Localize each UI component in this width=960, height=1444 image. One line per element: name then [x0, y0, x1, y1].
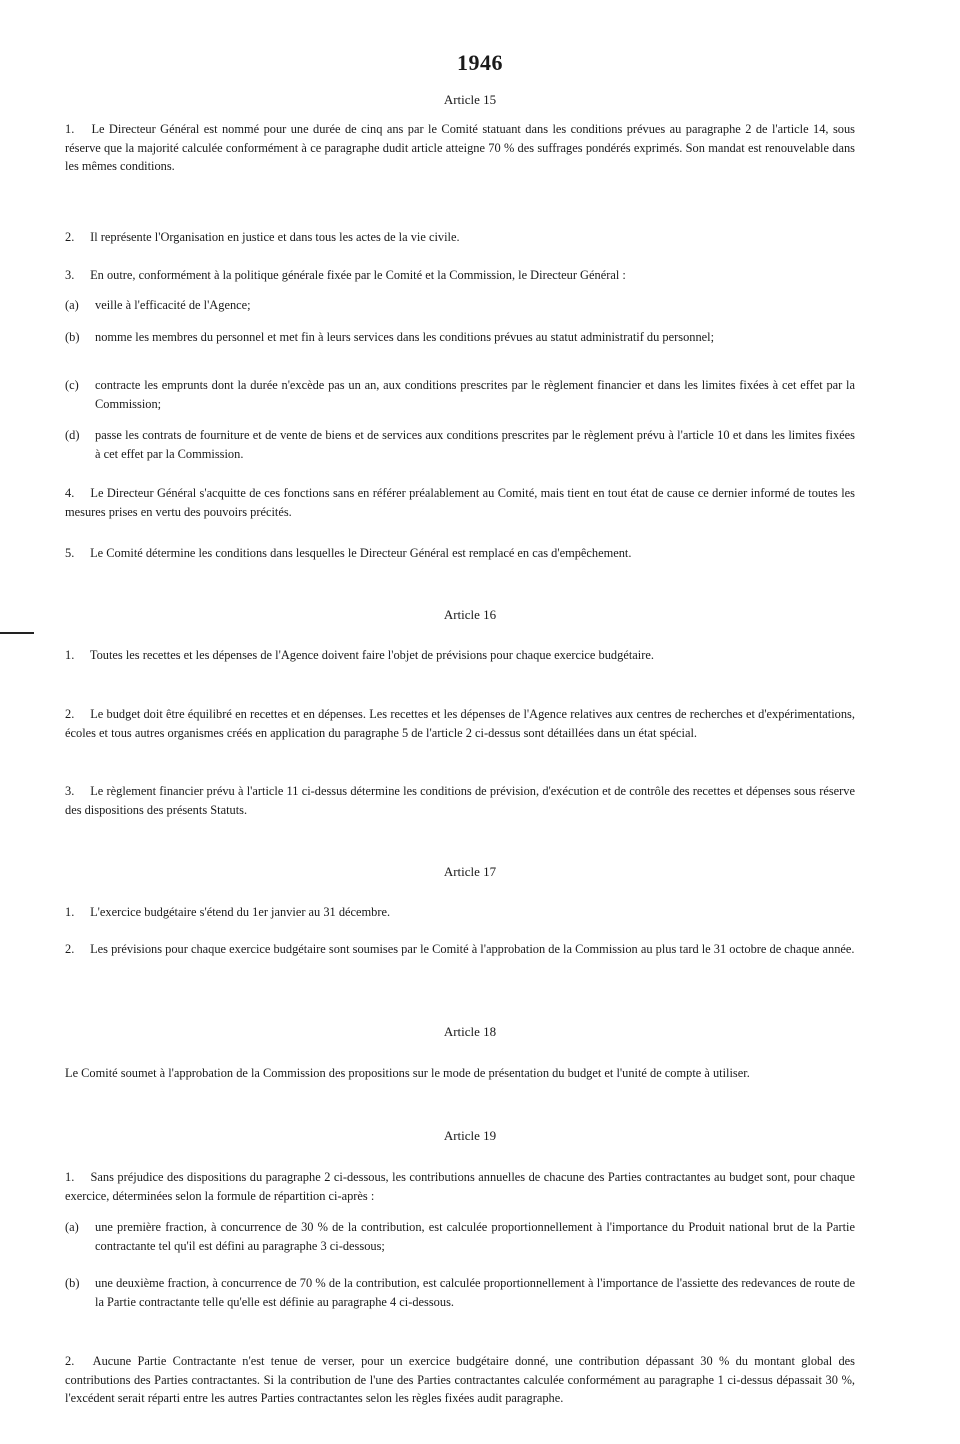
- paragraph-text: Toutes les recettes et les dépenses de l'Agence doivent faire l'objet de prévisions pour chaque exercice budgétaire.: [89, 648, 654, 662]
- paragraph-number: 2.: [65, 707, 75, 721]
- paragraph-text: Sans préjudice des dispositions du paragraphe 2 ci-dessous, les contributions annuelles de chacune des Parties contractantes au budget sont, pour chaque exercice, déterminées selon la formule de répartition ci-après :: [65, 1170, 855, 1203]
- item-text: nomme les membres du personnel et met fin à leurs services dans les conditions prévues au statut administratif du personnel;: [95, 330, 715, 344]
- paragraph-number: 2.: [65, 230, 75, 244]
- page-number: 1946: [457, 50, 503, 75]
- paragraph-number: 1.: [65, 905, 75, 919]
- article-15-paragraph-2: [65, 228, 855, 247]
- article-15-paragraph-3: [65, 266, 855, 285]
- paragraph-text: Le Comité soumet à l'approbation de la Commission des propositions sur le mode de présentation du budget et l'unité de compte à utiliser.: [65, 1066, 750, 1080]
- article-17-paragraph-2: [65, 940, 855, 959]
- article-19-item-a: [65, 1218, 855, 1255]
- item-label: (c): [65, 378, 79, 392]
- item-label: (b): [65, 1276, 80, 1290]
- paragraph-number: 4.: [65, 486, 75, 500]
- item-text: une première fraction, à concurrence de 30 % de la contribution, est calculée proportionnellement à l'importance du Produit national brut de la Partie contractante tel qu'il est défini au paragraphe 3 ci-dessous;: [95, 1220, 855, 1253]
- article-16-paragraph-1: [65, 646, 855, 665]
- paragraph-number: 2.: [65, 1354, 75, 1368]
- paragraph-number: 5.: [65, 546, 75, 560]
- item-text: veille à l'efficacité de l'Agence;: [95, 298, 251, 312]
- paragraph-text: Le règlement financier prévu à l'article 11 ci-dessus détermine les conditions de prévision, d'exécution et de contrôle des recettes et dépenses sous réserve des dispositions des présents Statuts.: [65, 784, 855, 817]
- item-text: passe les contrats de fourniture et de vente de biens et de services aux conditions prescrites par le règlement prévu à l'article 10 et dans les limites fixées à cet effet par la Commission.: [95, 428, 855, 461]
- paragraph-text: Les prévisions pour chaque exercice budgétaire sont soumises par le Comité à l'approbation de la Commission au plus tard le 31 octobre de chaque année.: [90, 942, 855, 956]
- item-label: (b): [65, 330, 80, 344]
- paragraph-number: 3.: [65, 784, 75, 798]
- article-19-paragraph-1: [65, 1168, 855, 1205]
- item-text: contracte les emprunts dont la durée n'excède pas un an, aux conditions prescrites par le règlement financier et dans les limites fixées à cet effet par la Commission;: [95, 378, 855, 411]
- article-15-item-d: [65, 426, 855, 463]
- paragraph-number: 2.: [65, 942, 75, 956]
- article-15-heading: Article 15: [443, 92, 497, 107]
- article-18-heading: Article 18: [443, 1024, 497, 1039]
- paragraph-text: Il représente l'Organisation en justice et dans tous les actes de la vie civile.: [90, 230, 460, 244]
- paragraph-text: Aucune Partie Contractante n'est tenue de verser, pour un exercice budgétaire donné, une contribution dépassant 30 % du montant global des contributions des Parties contractantes. Si la contribution de l'une des Parties contractantes calculée conformément au paragraphe 1 ci-dessus dépassait 30 %, l'excédent serait réparti entre les autres Parties contractantes selon les règles fixées audit paragraphe.: [65, 1354, 855, 1405]
- article-17-heading: Article 17: [443, 864, 497, 879]
- item-label: (a): [65, 1220, 79, 1234]
- paragraph-text: Le Directeur Général s'acquitte de ces fonctions sans en référer préalablement au Comité, mais tient en tout état de cause ce dernier informé de toutes les mesures prises en vertu des pouvoirs précités.: [65, 486, 855, 519]
- item-label: (d): [65, 428, 80, 442]
- article-19-paragraph-2: [65, 1352, 855, 1408]
- article-15-paragraph-4: [65, 484, 855, 521]
- article-16-paragraph-2: [65, 705, 855, 742]
- paragraph-number: 1.: [65, 648, 75, 662]
- paragraph-number: 1.: [65, 122, 75, 136]
- article-19-item-b: [65, 1274, 855, 1311]
- item-text: une deuxième fraction, à concurrence de 70 % de la contribution, est calculée proportionnellement à l'importance de l'assiette des redevances de route de la Partie contractante telle qu'elle est définie au paragraphe 4 ci-dessous.: [95, 1276, 855, 1309]
- paragraph-text: En outre, conformément à la politique générale fixée par le Comité et la Commission, le Directeur Général :: [90, 268, 626, 282]
- paragraph-number: 1.: [65, 1170, 75, 1184]
- article-15-paragraph-5: [65, 544, 855, 563]
- paragraph-number: 3.: [65, 268, 75, 282]
- article-15-item-a: [65, 296, 855, 315]
- article-15-paragraph-1: [65, 120, 855, 176]
- article-15-item-c: [65, 376, 855, 413]
- paragraph-text: Le budget doit être équilibré en recettes et en dépenses. Les recettes et les dépenses de l'Agence relatives aux centres de recherches et d'expérimentations, écoles et tous autres organismes créés en application du paragraphe 5 de l'article 2 ci-dessus sont détaillées dans un état spécial.: [65, 707, 855, 740]
- article-15-item-b: [65, 328, 855, 347]
- article-16-heading: Article 16: [443, 607, 497, 622]
- paragraph-text: Le Comité détermine les conditions dans lesquelles le Directeur Général est remplacé en cas d'empêchement.: [90, 546, 632, 560]
- article-19-heading: Article 19: [443, 1128, 497, 1143]
- article-18-paragraph: [65, 1064, 855, 1083]
- margin-mark: [0, 632, 34, 634]
- paragraph-text: Le Directeur Général est nommé pour une durée de cinq ans par le Comité statuant dans les conditions prévues au paragraphe 2 de l'article 14, sous réserve que la majorité calculée conformément à ce paragraphe dudit article atteigne 70 % des suffrages pondérés exprimés. Son mandat est renouvelable dans les mêmes conditions.: [65, 122, 855, 173]
- article-16-paragraph-3: [65, 782, 855, 819]
- article-17-paragraph-1: [65, 903, 855, 922]
- item-label: (a): [65, 298, 79, 312]
- paragraph-text: L'exercice budgétaire s'étend du 1er janvier au 31 décembre.: [90, 905, 391, 919]
